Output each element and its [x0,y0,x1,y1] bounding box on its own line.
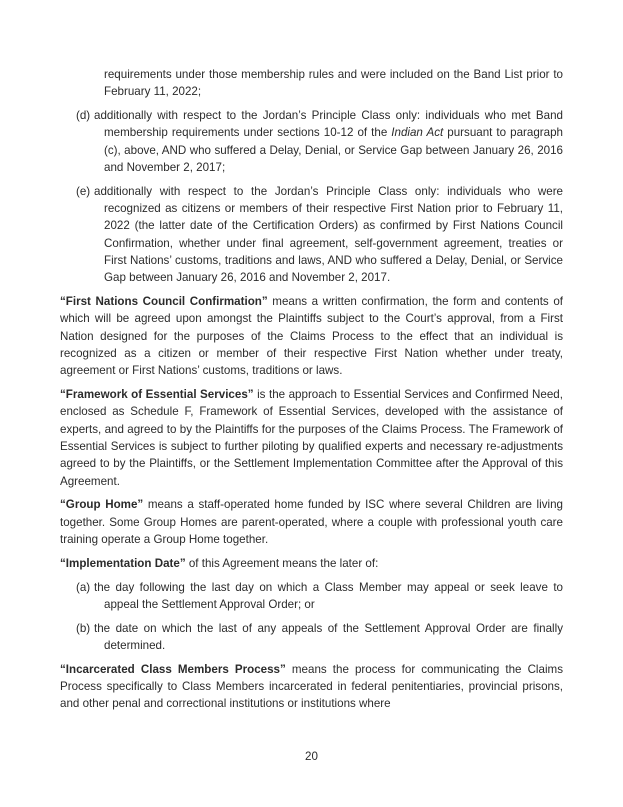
definition-term: “Implementation Date” [60,556,186,570]
definition-text: is the approach to Essential Services and Confirmed Need, enclosed as Schedule F, Framework of Essential Services, developed with the assistance of experts, and agreed to by the Plaintiffs for the purposes of the Claims Process. The Framework of Essential Services is subject to further piloting by qualified experts and necessary re-adjustments agreed to by the Plaintiffs, or the Settlement Implementation Committee after the Approval of this Agreement. [60,388,563,488]
definition-group-home [60,496,563,548]
list-item-d-text-after: pursuant to paragraph (c), above, AND who suffered a Delay, Denial, or Service Gap between January 26, 2016 and November 2, 2017; [104,126,563,174]
definition-text: means a staff-operated home funded by ISC where several Children are living together. Some Group Homes are parent-operated, where a couple with professional youth care training operate a Group Home together. [60,498,563,546]
definition-text: means the process for communicating the Claims Process specifically to Class Members incarcerated in federal penitentiaries, provincial prisons, and other penal and correctional institutions or institutions where [60,662,563,711]
list-item-a-text: the day following the last day on which a Class Member may appeal or seek leave to appeal the Settlement Approval Order; or [94,580,563,611]
definition-text: of this Agreement means the later of: [185,556,379,570]
definition-term: “Framework of Essential Services” [60,388,254,402]
definition-text: means a written confirmation, the form and contents of which will be agreed upon amongst the Plaintiffs subject to the Court’s approval, from a First Nation designed for the purposes of the Claims Process to the effect that an individual is recognized as a citizen or member of their respective First Nation whether under treaty, agreement or First Nations’ customs, traditions or laws. [60,295,563,378]
list-item-e [76,183,563,287]
list-item-b [76,620,563,655]
list-marker-b: (b) [76,621,91,635]
list-item-d [76,107,563,176]
list-item-b-text: the date on which the last of any appeals of the Settlement Approval Order are finally determined. [94,621,563,652]
list-marker-e: (e) [76,184,91,198]
definition-implementation-date [60,555,563,572]
list-item-a [76,579,563,614]
definition-incarcerated-class-members-process [60,661,563,713]
definition-term: “Group Home” [60,498,144,512]
list-item-d-text: additionally with respect to the Jordan’s Principle Class only: individuals who met Band membership requirements under sections 10-12 of the [94,109,563,140]
italic-phrase-indian-act: Indian Act [391,126,444,140]
definition-term: “Incarcerated Class Members Process” [60,662,286,676]
definition-first-nations-council-confirmation [60,293,563,379]
list-marker-d: (d) [76,109,91,123]
definition-term: “First Nations Council Confirmation” [60,295,268,309]
list-item-e-text: additionally with respect to the Jordan’s Principle Class only: individuals who were recognized as citizens or members of their respective First Nation prior to February 11, 2022 (the latter date of the Certification Orders) as confirmed by First Nations Council Confirmation, whether under final agreement, self-government agreement, treaties or First Nations’ customs, traditions and laws, AND who suffered a Delay, Denial, or Service Gap between January 26, 2016 and November 2, 2017. [94,184,563,285]
page-number: 20 [305,750,318,763]
paragraph-continuation-c: requirements under those membership rules and were included on the Band List prior to February 11, 2022; [104,68,563,99]
definition-framework-of-essential-services [60,386,563,490]
list-marker-a: (a) [76,580,91,594]
